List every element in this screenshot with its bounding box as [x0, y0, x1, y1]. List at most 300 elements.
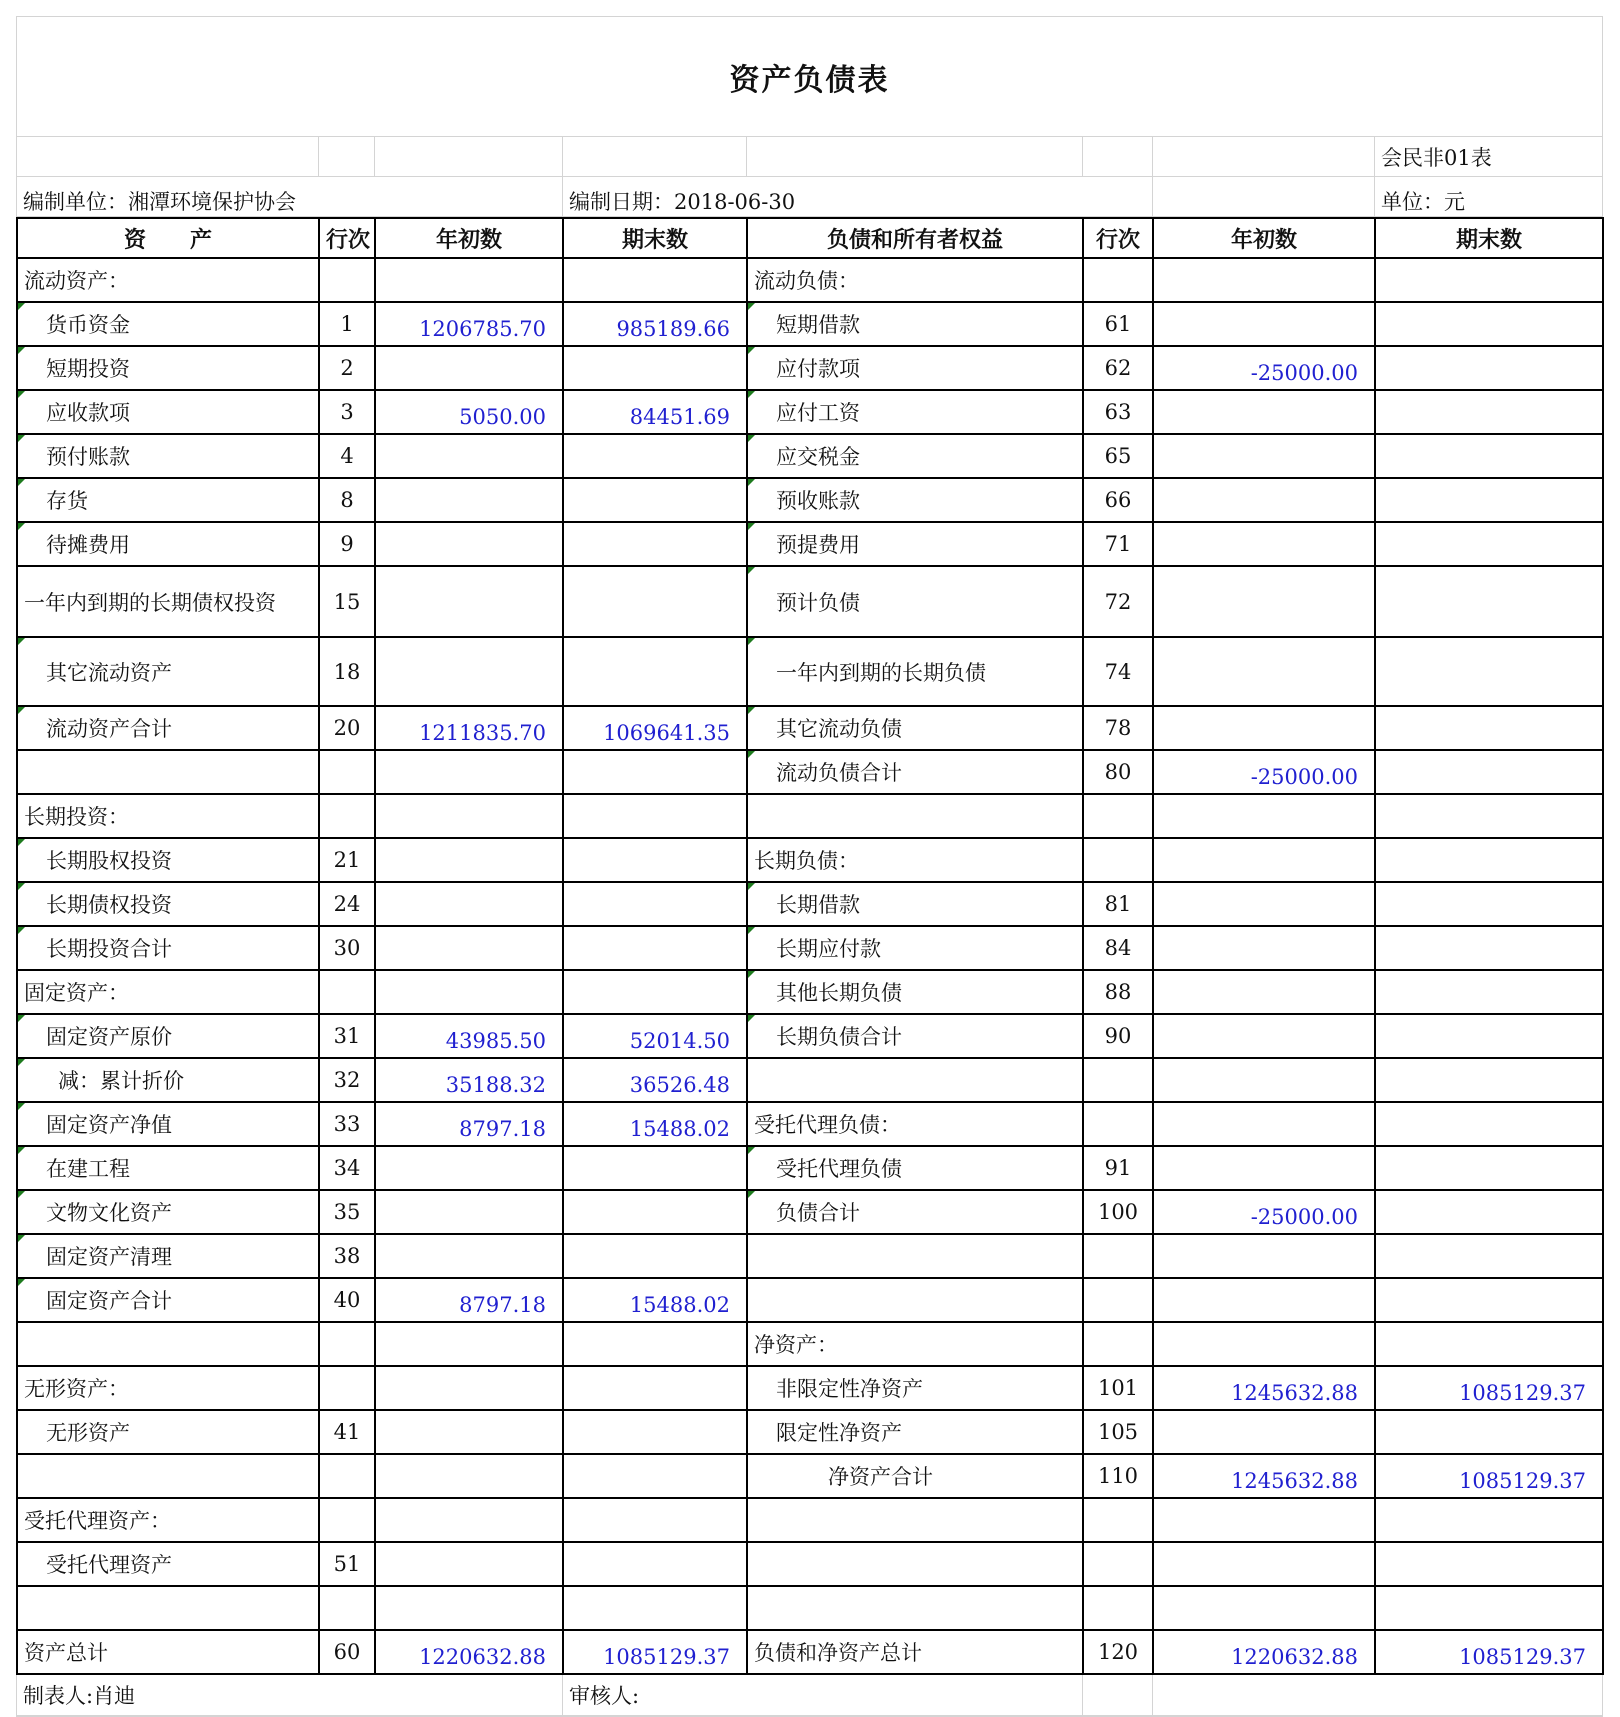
liability-end-cell[interactable] — [1375, 1322, 1603, 1366]
asset-name-cell[interactable]: 资产总计 — [17, 1630, 319, 1674]
asset-end-cell[interactable]: 1069641.35 — [563, 706, 747, 750]
table-row — [17, 1322, 1603, 1366]
asset-line-no-cell[interactable] — [319, 258, 375, 302]
table-row — [17, 838, 1603, 882]
asset-end-cell[interactable] — [563, 522, 747, 566]
asset-name-cell[interactable]: 预付账款 — [17, 434, 319, 478]
asset-name-cell[interactable]: 受托代理资产 — [17, 1542, 319, 1586]
table-row — [17, 522, 1603, 566]
asset-line-no-cell[interactable]: 4 — [319, 434, 375, 478]
liability-begin-cell[interactable] — [1153, 926, 1375, 970]
liability-line-no-cell[interactable]: 100 — [1083, 1190, 1153, 1234]
cell[interactable] — [1153, 177, 1375, 217]
asset-begin-cell[interactable] — [375, 926, 563, 970]
asset-name-cell[interactable]: 长期债权投资 — [17, 882, 319, 926]
asset-name-cell[interactable]: 长期股权投资 — [17, 838, 319, 882]
asset-begin-cell[interactable]: 1211835.70 — [375, 706, 563, 750]
liability-name-cell[interactable] — [747, 1542, 1083, 1586]
asset-end-cell[interactable] — [563, 258, 747, 302]
liability-line-no-cell[interactable]: 66 — [1083, 478, 1153, 522]
liability-line-no-cell[interactable] — [1083, 1102, 1153, 1146]
table-row — [17, 1190, 1603, 1234]
header-end: 期末数 — [563, 218, 747, 258]
liability-name-cell[interactable]: 流动负债合计 — [747, 750, 1083, 794]
asset-line-no-cell[interactable] — [319, 1366, 375, 1410]
asset-line-no-cell[interactable] — [319, 970, 375, 1014]
liability-line-no-cell[interactable]: 78 — [1083, 706, 1153, 750]
asset-line-no-cell[interactable]: 31 — [319, 1014, 375, 1058]
liability-begin-cell[interactable] — [1153, 1586, 1375, 1630]
liability-begin-cell[interactable] — [1153, 838, 1375, 882]
liability-name-cell[interactable]: 应付工资 — [747, 390, 1083, 434]
asset-line-no-cell[interactable]: 34 — [319, 1146, 375, 1190]
liability-name-cell[interactable] — [747, 1586, 1083, 1630]
liability-begin-cell[interactable] — [1153, 970, 1375, 1014]
asset-name-cell[interactable]: 流动资产合计 — [17, 706, 319, 750]
liability-name-cell[interactable]: 长期负债： — [747, 838, 1083, 882]
table-row — [17, 1366, 1603, 1410]
asset-name-cell[interactable]: 长期投资合计 — [17, 926, 319, 970]
liability-line-no-cell[interactable] — [1083, 258, 1153, 302]
page-title: 资产负债表 — [17, 17, 1603, 137]
liability-name-cell[interactable]: 长期借款 — [747, 882, 1083, 926]
liability-begin-cell[interactable] — [1153, 1058, 1375, 1102]
asset-line-no-cell[interactable]: 35 — [319, 1190, 375, 1234]
liability-name-cell[interactable]: 应交税金 — [747, 434, 1083, 478]
asset-line-no-cell[interactable] — [319, 750, 375, 794]
asset-name-cell[interactable]: 待摊费用 — [17, 522, 319, 566]
cell[interactable] — [375, 137, 563, 177]
liability-end-cell[interactable] — [1375, 1410, 1603, 1454]
liability-end-cell[interactable] — [1375, 522, 1603, 566]
asset-name-cell[interactable]: 短期投资 — [17, 346, 319, 390]
asset-end-cell[interactable]: 36526.48 — [563, 1058, 747, 1102]
liability-name-cell[interactable]: 流动负债： — [747, 258, 1083, 302]
asset-end-cell[interactable] — [563, 346, 747, 390]
asset-begin-cell[interactable] — [375, 1542, 563, 1586]
table-row — [17, 1234, 1603, 1278]
liability-name-cell[interactable] — [747, 1498, 1083, 1542]
asset-end-cell[interactable]: 1085129.37 — [563, 1630, 747, 1674]
asset-name-cell[interactable]: 一年内到期的长期债权投资 — [17, 566, 319, 637]
table-row — [17, 1542, 1603, 1586]
table-row — [17, 1014, 1603, 1058]
asset-begin-cell[interactable] — [375, 637, 563, 706]
asset-line-no-cell[interactable]: 2 — [319, 346, 375, 390]
liability-line-no-cell[interactable] — [1083, 1234, 1153, 1278]
asset-begin-cell[interactable] — [375, 838, 563, 882]
liability-begin-cell[interactable] — [1153, 1146, 1375, 1190]
liability-name-cell[interactable] — [747, 794, 1083, 838]
asset-begin-cell[interactable] — [375, 882, 563, 926]
asset-name-cell[interactable]: 长期投资： — [17, 794, 319, 838]
asset-name-cell[interactable] — [17, 1322, 319, 1366]
liability-begin-cell[interactable] — [1153, 1322, 1375, 1366]
liability-name-cell[interactable] — [747, 1058, 1083, 1102]
liability-end-cell[interactable] — [1375, 1014, 1603, 1058]
table-row — [17, 750, 1603, 794]
liability-end-cell[interactable] — [1375, 258, 1603, 302]
asset-line-no-cell[interactable] — [319, 1586, 375, 1630]
asset-end-cell[interactable] — [563, 1586, 747, 1630]
asset-line-no-cell[interactable]: 1 — [319, 302, 375, 346]
liability-name-cell[interactable]: 应付款项 — [747, 346, 1083, 390]
asset-end-cell[interactable]: 15488.02 — [563, 1278, 747, 1322]
liability-line-no-cell[interactable]: 101 — [1083, 1366, 1153, 1410]
asset-name-cell[interactable] — [17, 1454, 319, 1498]
asset-begin-cell[interactable] — [375, 1146, 563, 1190]
liability-end-cell[interactable] — [1375, 566, 1603, 637]
liability-line-no-cell[interactable]: 81 — [1083, 882, 1153, 926]
liability-line-no-cell[interactable] — [1083, 1542, 1153, 1586]
liability-begin-cell[interactable] — [1153, 478, 1375, 522]
liability-name-cell[interactable]: 长期负债合计 — [747, 1014, 1083, 1058]
liability-line-no-cell[interactable]: 61 — [1083, 302, 1153, 346]
liability-begin-cell[interactable] — [1153, 258, 1375, 302]
asset-line-no-cell[interactable]: 15 — [319, 566, 375, 637]
liability-name-cell[interactable]: 负债合计 — [747, 1190, 1083, 1234]
asset-end-cell[interactable] — [563, 434, 747, 478]
asset-line-no-cell[interactable] — [319, 1322, 375, 1366]
table-row — [17, 434, 1603, 478]
asset-name-cell[interactable]: 固定资产净值 — [17, 1102, 319, 1146]
asset-end-cell[interactable] — [563, 637, 747, 706]
cell[interactable] — [1153, 1675, 1603, 1716]
asset-begin-cell[interactable] — [375, 478, 563, 522]
header-line-no-2: 行次 — [1083, 218, 1153, 258]
header-line-no: 行次 — [319, 218, 375, 258]
asset-begin-cell[interactable] — [375, 522, 563, 566]
liability-end-cell[interactable] — [1375, 706, 1603, 750]
asset-line-no-cell[interactable]: 21 — [319, 838, 375, 882]
liability-line-no-cell[interactable]: 72 — [1083, 566, 1153, 637]
asset-begin-cell[interactable] — [375, 750, 563, 794]
header-asset: 资 产 — [17, 218, 319, 258]
liability-name-cell[interactable]: 受托代理负债： — [747, 1102, 1083, 1146]
liability-line-no-cell[interactable]: 91 — [1083, 1146, 1153, 1190]
liability-end-cell[interactable] — [1375, 970, 1603, 1014]
asset-end-cell[interactable]: 15488.02 — [563, 1102, 747, 1146]
asset-end-cell[interactable] — [563, 1322, 747, 1366]
liability-begin-cell[interactable] — [1153, 522, 1375, 566]
asset-begin-cell[interactable]: 5050.00 — [375, 390, 563, 434]
liability-begin-cell[interactable] — [1153, 1278, 1375, 1322]
liability-line-no-cell[interactable]: 120 — [1083, 1630, 1153, 1674]
liability-end-cell[interactable] — [1375, 434, 1603, 478]
asset-end-cell[interactable] — [563, 1366, 747, 1410]
header-begin: 年初数 — [375, 218, 563, 258]
asset-name-cell[interactable]: 文物文化资产 — [17, 1190, 319, 1234]
liability-begin-cell[interactable] — [1153, 1014, 1375, 1058]
liability-begin-cell[interactable]: 1245632.88 — [1153, 1454, 1375, 1498]
asset-end-cell[interactable] — [563, 970, 747, 1014]
liability-begin-cell[interactable]: -25000.00 — [1153, 1190, 1375, 1234]
asset-line-no-cell[interactable]: 9 — [319, 522, 375, 566]
asset-line-no-cell[interactable]: 32 — [319, 1058, 375, 1102]
asset-end-cell[interactable]: 985189.66 — [563, 302, 747, 346]
table-row — [17, 970, 1603, 1014]
liability-end-cell[interactable]: 1085129.37 — [1375, 1366, 1603, 1410]
asset-begin-cell[interactable]: 8797.18 — [375, 1278, 563, 1322]
table-row — [17, 1278, 1603, 1322]
asset-line-no-cell[interactable]: 41 — [319, 1410, 375, 1454]
liability-begin-cell[interactable] — [1153, 1410, 1375, 1454]
asset-begin-cell[interactable]: 35188.32 — [375, 1058, 563, 1102]
asset-end-cell[interactable] — [563, 1454, 747, 1498]
liability-begin-cell[interactable] — [1153, 390, 1375, 434]
liability-name-cell[interactable]: 其他长期负债 — [747, 970, 1083, 1014]
preparer-label: 制表人:肖迪 — [17, 1675, 563, 1716]
asset-line-no-cell[interactable] — [319, 1454, 375, 1498]
liability-end-cell[interactable] — [1375, 1498, 1603, 1542]
liability-name-cell[interactable]: 预收账款 — [747, 478, 1083, 522]
asset-name-cell[interactable]: 在建工程 — [17, 1146, 319, 1190]
asset-begin-cell[interactable]: 1206785.70 — [375, 302, 563, 346]
asset-end-cell[interactable] — [563, 1498, 747, 1542]
asset-name-cell[interactable]: 其它流动资产 — [17, 637, 319, 706]
asset-line-no-cell[interactable]: 20 — [319, 706, 375, 750]
liability-end-cell[interactable] — [1375, 750, 1603, 794]
asset-name-cell[interactable]: 固定资产： — [17, 970, 319, 1014]
asset-end-cell[interactable] — [563, 566, 747, 637]
liability-begin-cell[interactable] — [1153, 1498, 1375, 1542]
asset-end-cell[interactable] — [563, 1234, 747, 1278]
asset-name-cell[interactable]: 存货 — [17, 478, 319, 522]
asset-end-cell[interactable] — [563, 750, 747, 794]
asset-end-cell[interactable] — [563, 926, 747, 970]
liability-name-cell[interactable]: 短期借款 — [747, 302, 1083, 346]
liability-end-cell[interactable] — [1375, 1278, 1603, 1322]
header-end-2: 期末数 — [1375, 218, 1603, 258]
sheet-header-table — [16, 16, 1603, 217]
liability-line-no-cell[interactable]: 88 — [1083, 970, 1153, 1014]
table-row — [17, 1146, 1603, 1190]
liability-line-no-cell[interactable] — [1083, 1586, 1153, 1630]
liability-line-no-cell[interactable]: 62 — [1083, 346, 1153, 390]
header-liability: 负债和所有者权益 — [747, 218, 1083, 258]
liability-end-cell[interactable] — [1375, 794, 1603, 838]
table-row — [17, 794, 1603, 838]
liability-name-cell[interactable]: 非限定性净资产 — [747, 1366, 1083, 1410]
asset-begin-cell[interactable] — [375, 1366, 563, 1410]
cell[interactable] — [563, 137, 747, 177]
table-row — [17, 1102, 1603, 1146]
liability-end-cell[interactable]: 1085129.37 — [1375, 1454, 1603, 1498]
liability-name-cell[interactable]: 预提费用 — [747, 522, 1083, 566]
asset-name-cell[interactable]: 受托代理资产： — [17, 1498, 319, 1542]
table-row — [17, 566, 1603, 637]
liability-end-cell[interactable] — [1375, 882, 1603, 926]
asset-begin-cell[interactable] — [375, 434, 563, 478]
liability-name-cell[interactable]: 长期应付款 — [747, 926, 1083, 970]
asset-end-cell[interactable] — [563, 1146, 747, 1190]
liability-name-cell[interactable]: 负债和净资产总计 — [747, 1630, 1083, 1674]
asset-end-cell[interactable] — [563, 794, 747, 838]
table-row — [17, 390, 1603, 434]
asset-begin-cell[interactable] — [375, 1410, 563, 1454]
liability-end-cell[interactable] — [1375, 1542, 1603, 1586]
liability-end-cell[interactable] — [1375, 346, 1603, 390]
asset-begin-cell[interactable] — [375, 1234, 563, 1278]
asset-end-cell[interactable] — [563, 882, 747, 926]
balance-sheet — [16, 16, 1602, 1717]
liability-name-cell[interactable]: 受托代理负债 — [747, 1146, 1083, 1190]
asset-begin-cell[interactable] — [375, 794, 563, 838]
liability-end-cell[interactable] — [1375, 1190, 1603, 1234]
liability-name-cell[interactable] — [747, 1234, 1083, 1278]
asset-name-cell[interactable] — [17, 750, 319, 794]
asset-line-no-cell[interactable]: 24 — [319, 882, 375, 926]
asset-name-cell[interactable]: 无形资产： — [17, 1366, 319, 1410]
asset-name-cell[interactable]: 应收款项 — [17, 390, 319, 434]
liability-end-cell[interactable] — [1375, 478, 1603, 522]
asset-end-cell[interactable] — [563, 1542, 747, 1586]
liability-begin-cell[interactable]: -25000.00 — [1153, 750, 1375, 794]
liability-name-cell[interactable]: 限定性净资产 — [747, 1410, 1083, 1454]
liability-begin-cell[interactable]: 1245632.88 — [1153, 1366, 1375, 1410]
liability-end-cell[interactable] — [1375, 926, 1603, 970]
liability-end-cell[interactable] — [1375, 1234, 1603, 1278]
asset-begin-cell[interactable] — [375, 970, 563, 1014]
cell[interactable] — [747, 137, 1083, 177]
footer-table — [16, 1675, 1603, 1717]
asset-line-no-cell[interactable]: 3 — [319, 390, 375, 434]
cell[interactable] — [1083, 137, 1153, 177]
liability-line-no-cell[interactable]: 63 — [1083, 390, 1153, 434]
form-code: 会民非01表 — [1375, 137, 1603, 177]
liability-name-cell[interactable]: 预计负债 — [747, 566, 1083, 637]
liability-line-no-cell[interactable]: 71 — [1083, 522, 1153, 566]
liability-begin-cell[interactable] — [1153, 566, 1375, 637]
liability-name-cell[interactable]: 其它流动负债 — [747, 706, 1083, 750]
asset-begin-cell[interactable] — [375, 346, 563, 390]
asset-begin-cell[interactable] — [375, 1454, 563, 1498]
liability-end-cell[interactable] — [1375, 1102, 1603, 1146]
asset-line-no-cell[interactable]: 30 — [319, 926, 375, 970]
liability-begin-cell[interactable]: 1220632.88 — [1153, 1630, 1375, 1674]
table-row — [17, 1454, 1603, 1498]
cell[interactable] — [1153, 137, 1375, 177]
liability-end-cell[interactable] — [1375, 1146, 1603, 1190]
asset-begin-cell[interactable]: 8797.18 — [375, 1102, 563, 1146]
liability-line-no-cell[interactable]: 80 — [1083, 750, 1153, 794]
liability-name-cell[interactable]: 一年内到期的长期负债 — [747, 637, 1083, 706]
liability-begin-cell[interactable] — [1153, 706, 1375, 750]
column-headers — [17, 218, 1603, 258]
liability-line-no-cell[interactable]: 90 — [1083, 1014, 1153, 1058]
asset-end-cell[interactable]: 52014.50 — [563, 1014, 747, 1058]
asset-line-no-cell[interactable]: 33 — [319, 1102, 375, 1146]
liability-line-no-cell[interactable]: 74 — [1083, 637, 1153, 706]
table-row — [17, 637, 1603, 706]
liability-end-cell[interactable] — [1375, 390, 1603, 434]
asset-line-no-cell[interactable] — [319, 794, 375, 838]
liability-end-cell[interactable] — [1375, 637, 1603, 706]
liability-line-no-cell[interactable]: 84 — [1083, 926, 1153, 970]
liability-line-no-cell[interactable] — [1083, 1278, 1153, 1322]
asset-line-no-cell[interactable]: 8 — [319, 478, 375, 522]
asset-name-cell[interactable]: 固定资产原价 — [17, 1014, 319, 1058]
cell[interactable] — [319, 137, 375, 177]
asset-line-no-cell[interactable]: 60 — [319, 1630, 375, 1674]
asset-end-cell[interactable] — [563, 838, 747, 882]
liability-begin-cell[interactable] — [1153, 1542, 1375, 1586]
liability-line-no-cell[interactable] — [1083, 838, 1153, 882]
liability-end-cell[interactable] — [1375, 1058, 1603, 1102]
liability-end-cell[interactable]: 1085129.37 — [1375, 1630, 1603, 1674]
asset-begin-cell[interactable] — [375, 1190, 563, 1234]
asset-line-no-cell[interactable]: 40 — [319, 1278, 375, 1322]
table-row — [17, 706, 1603, 750]
asset-line-no-cell[interactable]: 51 — [319, 1542, 375, 1586]
asset-line-no-cell[interactable]: 18 — [319, 637, 375, 706]
cell[interactable] — [17, 137, 319, 177]
liability-begin-cell[interactable] — [1153, 1102, 1375, 1146]
liability-name-cell[interactable]: 净资产： — [747, 1322, 1083, 1366]
table-row — [17, 1586, 1603, 1630]
liability-name-cell[interactable] — [747, 1278, 1083, 1322]
balance-table — [16, 217, 1604, 1675]
asset-name-cell[interactable]: 固定资产合计 — [17, 1278, 319, 1322]
table-row — [17, 1410, 1603, 1454]
asset-name-cell[interactable]: 无形资产 — [17, 1410, 319, 1454]
asset-begin-cell[interactable] — [375, 258, 563, 302]
unit-label: 单位：元 — [1375, 177, 1603, 217]
asset-begin-cell[interactable] — [375, 1586, 563, 1630]
liability-begin-cell[interactable] — [1153, 1234, 1375, 1278]
liability-end-cell[interactable] — [1375, 302, 1603, 346]
liability-line-no-cell[interactable]: 65 — [1083, 434, 1153, 478]
asset-begin-cell[interactable] — [375, 1322, 563, 1366]
liability-begin-cell[interactable] — [1153, 302, 1375, 346]
liability-end-cell[interactable] — [1375, 838, 1603, 882]
liability-begin-cell[interactable] — [1153, 794, 1375, 838]
table-body — [17, 258, 1603, 1674]
liability-begin-cell[interactable] — [1153, 882, 1375, 926]
table-row — [17, 1058, 1603, 1102]
liability-name-cell[interactable]: 净资产合计 — [747, 1454, 1083, 1498]
asset-name-cell[interactable]: 流动资产： — [17, 258, 319, 302]
liability-begin-cell[interactable] — [1153, 637, 1375, 706]
asset-begin-cell[interactable]: 43985.50 — [375, 1014, 563, 1058]
asset-end-cell[interactable]: 84451.69 — [563, 390, 747, 434]
asset-end-cell[interactable] — [563, 1190, 747, 1234]
asset-line-no-cell[interactable]: 38 — [319, 1234, 375, 1278]
asset-begin-cell[interactable]: 1220632.88 — [375, 1630, 563, 1674]
asset-name-cell[interactable] — [17, 1586, 319, 1630]
liability-line-no-cell[interactable] — [1083, 1322, 1153, 1366]
liability-line-no-cell[interactable]: 105 — [1083, 1410, 1153, 1454]
liability-begin-cell[interactable]: -25000.00 — [1153, 346, 1375, 390]
liability-line-no-cell[interactable]: 110 — [1083, 1454, 1153, 1498]
asset-name-cell[interactable]: 固定资产清理 — [17, 1234, 319, 1278]
asset-name-cell[interactable]: 减：累计折价 — [17, 1058, 319, 1102]
cell[interactable] — [1083, 1675, 1153, 1716]
asset-name-cell[interactable]: 货币资金 — [17, 302, 319, 346]
asset-end-cell[interactable] — [563, 478, 747, 522]
liability-begin-cell[interactable] — [1153, 434, 1375, 478]
liability-line-no-cell[interactable] — [1083, 1498, 1153, 1542]
asset-begin-cell[interactable] — [375, 566, 563, 637]
liability-line-no-cell[interactable] — [1083, 1058, 1153, 1102]
asset-line-no-cell[interactable] — [319, 1498, 375, 1542]
date-label: 编制日期：2018-06-30 — [563, 177, 1153, 217]
liability-end-cell[interactable] — [1375, 1586, 1603, 1630]
liability-line-no-cell[interactable] — [1083, 794, 1153, 838]
table-row — [17, 478, 1603, 522]
asset-begin-cell[interactable] — [375, 1498, 563, 1542]
asset-end-cell[interactable] — [563, 1410, 747, 1454]
